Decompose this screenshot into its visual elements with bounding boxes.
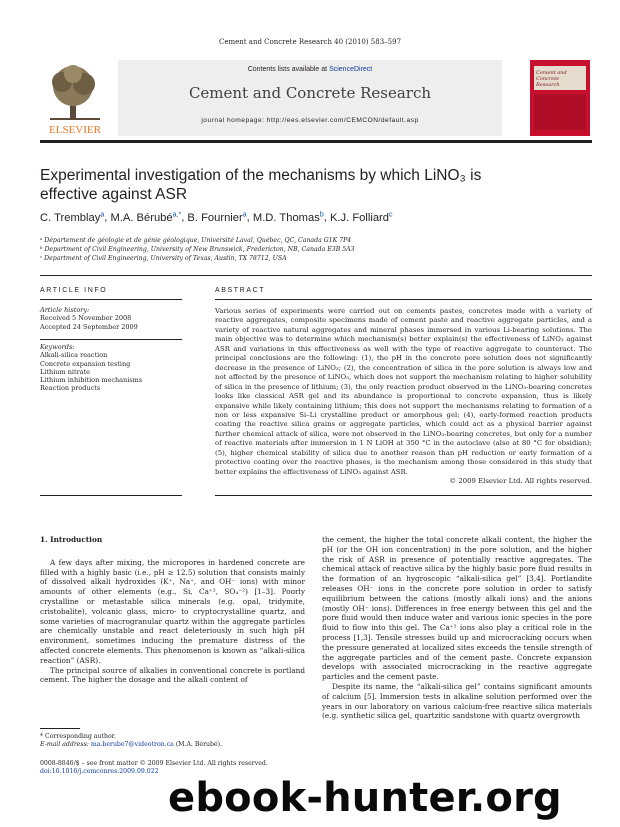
running-header: Cement and Concrete Research 40 (2010) 583–597 [218,38,402,46]
abstract-body [215,307,592,487]
email-suffix: (M.A. Bérubé). [173,741,223,748]
paragraph: Despite its name, the “alkali-silica gel” contains significant amounts of calcium [5]. Immersion tests in alkaline solution performed over the years in our laboratory on various calcium-free reactive silica materials (e.g. synthetic silica gel, quartzitic sandstone with quartz overgrowth [322,681,592,721]
journal-title: Cement and Concrete Research [188,84,432,102]
journal-cover-thumbnail [530,60,590,136]
copyright: © 2009 Elsevier Ltd. All rights reserved. [449,477,592,486]
journal-homepage[interactable]: journal homepage: http://ees.elsevier.com/CEMCON/default.asp [201,117,419,124]
keyword: Alkali-silica reaction [40,351,108,360]
author-affiliation-mark[interactable]: a [100,211,105,218]
keyword: Concrete expansion testing [40,359,131,368]
author-affiliation-mark[interactable]: c [389,211,393,218]
author: B. Fournier$^a$ [187,211,247,224]
abstract-heading: ABSTRACT [215,287,266,294]
email-link[interactable]: ma.berube7@videotron.ca [90,741,174,748]
watermark: ebook-hunter.org [168,775,562,821]
affiliation-b: ᵇ Department of Civil Engineering, University of New Brunswick, Fredericton, NB, Canada E3B 5A3 [40,246,355,253]
info-bottom-rule [40,495,182,496]
keywords-rule [40,339,182,340]
elsevier-tree-icon [40,62,110,136]
email-label: E-mail address: [40,741,91,748]
article-info-rule [40,299,182,300]
abstract-bottom-rule [215,495,592,496]
paragraph: The principal source of alkalies in conventional concrete is portland cement. The higher the dosage and the alkali content of [40,665,305,685]
section-rule [40,275,592,276]
received-date: Received 5 November 2008 [40,314,132,323]
author-affiliation-mark[interactable]: a [242,211,247,218]
journal-banner [40,60,592,138]
article-title: Experimental investigation of the mechanisms by which LiNO₃ is effective against ASR [40,167,482,203]
keyword: Reaction products [40,384,101,393]
svg-text:ELSEVIER: ELSEVIER [49,124,101,136]
contents-prefix: Contents lists available at [247,66,330,73]
elsevier-logo [40,62,110,136]
sciencedirect-link[interactable]: ScienceDirect [329,66,373,73]
paragraph: the cement, the higher the total concrete alkali content, the higher the pH (or the OH ion concentration) in the pore solution, and the higher the risk of ASR in presence of potentially reactive aggregates. The chemical attack of reactive silica by the highly basic pore fluid results in the formation of an hygroscopic “alkali-silica gel” [3,4]. Portlandite releases OH⁻ ions in the concrete pore solution in order to satisfy equilibrium between the cations (mostly alkali ions) and the anions (mostly OH⁻ ions). Differences in free energy between this gel and the pore fluid would then induce water and various ionic species in the pore fluid to flow into this gel. The Ca⁺² ions also play a critical role in the process [1,3]. Tensile stresses build up and microcracking occurs when the pressure generated at localized sites exceeds the tensile strength of the aggregate particles and of the cement paste. Concrete expansion develops with associated microcracking in the reactive aggregate particles and the cement paste. [322,535,592,682]
front-matter [40,760,340,776]
abstract-text: Various series of experiments were carried out on cements pastes, concretes made with a variety of reactive aggregates, composite specimens made of cement paste and reactive aggregate particles, and a variety of reactive natural aggregates and mineral phases immersed in various Li-bearing solutions. The main objective was to determine which mechanism(s) better explain(s) the effectiveness of LiNO₃ against ASR and variations in this effectiveness as well with the type of reactive aggregate to counteract. The principal conclusions are the following: (1), the pH in the concrete pore solution does not significantly decrease in the presence of LiNO₃; (2), the concentration of silica in the pore solution is always low and not affected by the presence of LiNO₃, which does not support the mechanism relating to higher solubility of silica in the presence of lithium; (3), the only reaction product observed in the LiNO₃-bearing concretes looks like classical ASR gel and its abundance is proportional to concrete expansion, thus is likely expansive while likely containing lithium; this does not support the mechanisms relating to formation of a non or less expansive Si–Li crystalline product or amorphous gel; (4), early-formed reaction products coating the reactive silica grains or aggregate particles, which could act as a physical barrier against further chemical attack of silica, were not observed in the LiNO₃-bearing concretes, but only for a number of reactive materials after immersion in 1 N LiOH at 350 °C in the autoclave (also at 80 °C for obsidian); (5), higher chemical stability of silica due to another reason than pH reduction or early formation of a protective coating over the reactive phases, is the mechanism among those considered in this study that better explains the effectiveness of LiNO₃ against ASR. [215,307,592,476]
affiliation-a: ᵃ Département de géologie et de génie géologique, Université Laval, Québec, QC, Canada G1K 7P4 [40,237,352,244]
journal-info-box [118,60,502,136]
left-column [40,535,305,685]
paragraph: A few days after mixing, the micropores in hardened concrete are filled with a highly basic (i.e., pH ≥ 12.5) solution that consists mainly of dissolved alkali hydroxides (K⁺, Na⁺, and OH⁻ ions) with minor amounts of other elements (e.g., Si, Ca⁺², SO₄⁻²) [1–3]. Poorly crystalline or metastable silica minerals (e.g. opal, tridymite, cristobalite), volcanic glass, micro- to cryptocrystalline quartz, and some varieties of macrogranular quartz within the aggregate particles are chemically unstable and react deleteriously in such high pH environment, sometimes inducing the premature distress of the affected concrete elements. This phenomenon is known as “alkali-silica reaction” (ASR). [40,557,305,665]
keywords-label: Keywords: [40,343,75,351]
keywords-block [40,343,182,393]
header-rule [40,140,592,143]
footnotes [40,733,280,749]
footnote-rule [40,728,80,729]
cover-title: Cement and Concrete Research [536,70,567,88]
right-column [322,535,592,721]
article-history [40,306,182,331]
author: K.J. Folliard$^c$ [329,211,393,224]
cover-image [534,94,586,130]
author-list: C. Tremblay$^a$, M.A. Bérubé$^{a,*}$, B. Fournier$^a$, M.D. Thomas$^b$, K.J. Folliard$^c$ [40,211,393,224]
email-line [40,741,280,749]
author: M.D. Thomas$^b$ [252,211,324,224]
history-label: Article history: [40,306,90,314]
contents-line [118,66,502,73]
keyword: Lithium inhibition mechanisms [40,376,143,385]
keyword: Lithium nitrate [40,367,91,376]
accepted-date: Accepted 24 September 2009 [40,322,138,331]
corresponding-note: * Corresponding author. [40,733,116,740]
author-affiliation-mark[interactable]: a,* [172,211,182,218]
author: C. Tremblay$^a$ [40,211,105,224]
author-affiliation-mark[interactable]: b [319,211,324,218]
issn-line: 0008-8846/$ – see front matter © 2009 Elsevier Ltd. All rights reserved. [40,760,268,767]
abstract-rule [215,299,592,300]
doi-link[interactable]: doi:10.1016/j.cemconres.2009.09.022 [40,768,159,775]
affiliation-c: ᶜ Department of Civil Engineering, University of Texas, Austin, TX 78712, USA [40,255,287,262]
article-info-heading: ARTICLE INFO [40,287,108,294]
author: M.A. Bérubé$^{a,*}$ [110,211,182,224]
section-heading: 1. Introduction [40,535,103,544]
